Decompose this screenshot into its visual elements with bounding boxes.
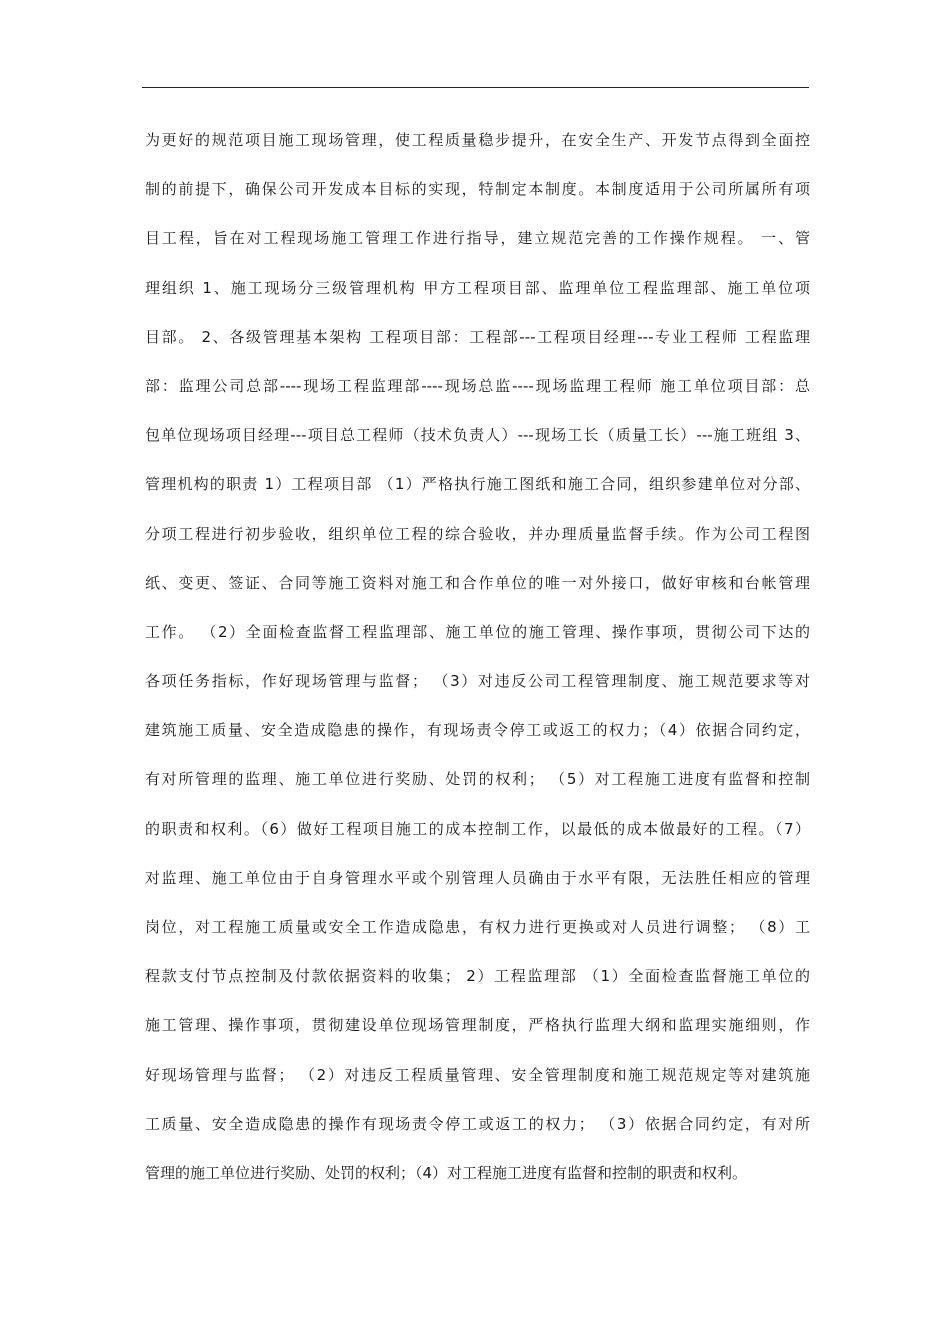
text-line: 工作。 （2）全面检查监督工程监理部、施工单位的施工管理、操作事项，贯彻公司下达的 [145, 622, 810, 641]
text-line: 程款支付节点控制及付款依据资料的收集； 2）工程监理部 （1）全面检查监督施工单位的 [145, 967, 810, 986]
text-line: 管理的施工单位进行奖励、处罚的权利；（4）对工程施工进度有监督和控制的职责和权利。 [145, 1163, 748, 1182]
text-line: 岗位，对工程施工质量或安全工作造成隐患，有权力进行更换或对人员进行调整； （8）工 [145, 918, 810, 936]
text-line: 施工管理、操作事项，贯彻建设单位现场管理制度，严格执行监理大纲和监理实施细则，作 [145, 1016, 810, 1035]
text-line: 包单位现场项目经理---项目总工程师（技术负责人）---现场工长（质量工长）---施工班组 3、 [145, 426, 810, 445]
text-line: 好现场管理与监督； （2）对违反工程质量管理、安全管理制度和施工规范规定等对建筑施 [145, 1065, 810, 1084]
text-line: 建筑施工质量、安全造成隐患的操作，有现场责令停工或返工的权力；（4）依据合同约定， [145, 721, 810, 740]
text-line: 对监理、施工单位由于自身管理水平或个别管理人员确由于水平有限，无法胜任相应的管理 [145, 868, 810, 887]
header-rule [142, 87, 809, 88]
text-line: 制的前提下，确保公司开发成本目标的实现，特制定本制度。本制度适用于公司所属所有项 [145, 180, 810, 199]
text-line: 分项工程进行初步验收，组织单位工程的综合验收，并办理质量监督手续。作为公司工程图 [145, 524, 810, 543]
text-line: 目工程，旨在对工程现场施工管理工作进行指导，建立规范完善的工作操作规程。 一、管 [145, 229, 810, 248]
body-text [145, 116, 810, 1198]
text-line: 理组织 1、施工现场分三级管理机构 甲方工程项目部、监理单位工程监理部、施工单位项 [145, 278, 810, 297]
text-line: 部：监理公司总部----现场工程监理部----现场总监----现场监理工程师 施工单位项目部：总 [145, 376, 810, 395]
text-line: 工质量、安全造成隐患的操作有现场责令停工或返工的权力； （3）依据合同约定，有对所 [145, 1114, 810, 1133]
text-line: 管理机构的职责 1）工程项目部 （1）严格执行施工图纸和施工合同，组织参建单位对分部、 [145, 475, 810, 494]
text-line: 各项任务指标，作好现场管理与监督； （3）对违反公司工程管理制度、施工规范要求等对 [145, 672, 810, 691]
text-line: 有对所管理的监理、施工单位进行奖励、处罚的权利； （5）对工程施工进度有监督和控制 [145, 770, 810, 789]
text-line: 的职责和权利。（6）做好工程项目施工的成本控制工作，以最低的成本做最好的工程。（7） [145, 819, 810, 838]
text-line: 为更好的规范项目施工现场管理，使工程质量稳步提升，在安全生产、开发节点得到全面控 [145, 131, 810, 149]
text-line: 纸、变更、签证、合同等施工资料对施工和合作单位的唯一对外接口，做好审核和台帐管理 [145, 573, 810, 592]
text-line: 目部。 2、各级管理基本架构 工程项目部：工程部---工程项目经理---专业工程师 工程监理 [145, 327, 810, 346]
